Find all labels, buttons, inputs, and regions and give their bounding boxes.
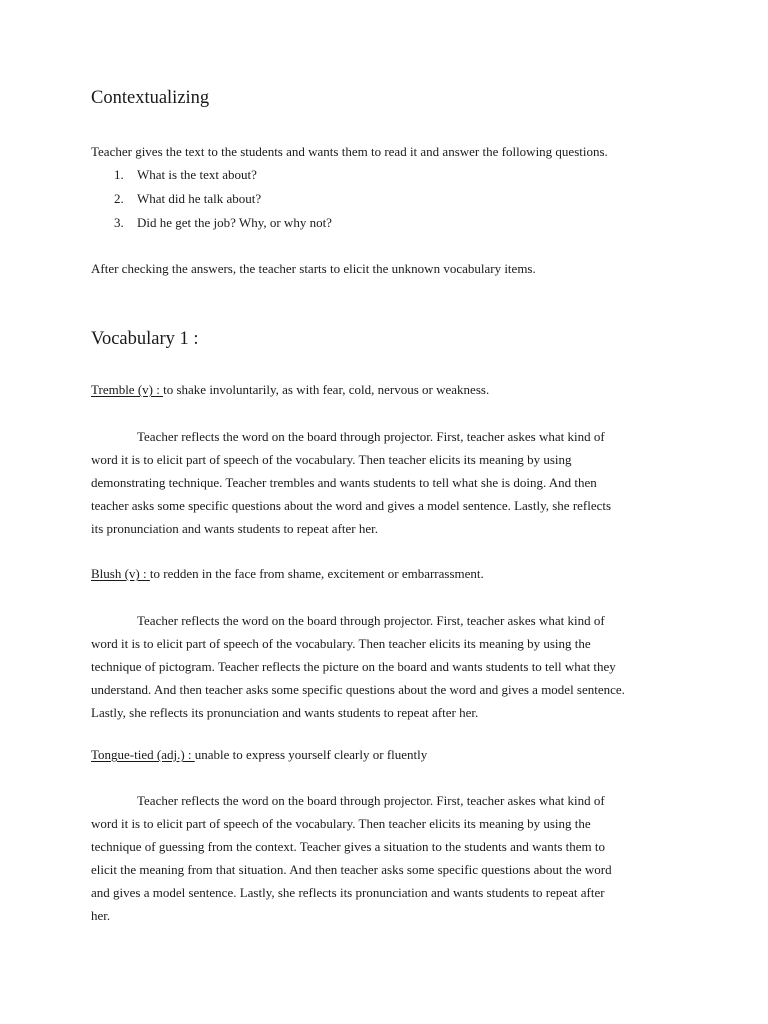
paragraph-line: Teacher reflects the word on the board through projector. First, teacher askes what kind of: [137, 429, 605, 444]
paragraph-line: word it is to elicit part of speech of the vocabulary. Then teacher elicits its meaning by using the: [91, 816, 591, 831]
intro-paragraph: Teacher gives the text to the students and wants them to read it and answer the following questions.: [91, 144, 608, 159]
paragraph-line: Teacher reflects the word on the board through projector. First, teacher askes what kind of: [137, 793, 605, 808]
list-item: [114, 163, 257, 186]
paragraph-line: understand. And then teacher asks some specific questions about the word and gives a model sentence.: [91, 682, 625, 697]
vocab-explanation-blush: [91, 609, 681, 724]
list-text: What did he talk about?: [137, 191, 262, 206]
list-item: [114, 211, 332, 234]
vocab-explanation-tongue-tied: [91, 789, 681, 927]
list-text: What is the text about?: [137, 167, 257, 182]
paragraph-line: its pronunciation and wants students to repeat after her.: [91, 521, 379, 536]
vocab-entry-blush: [91, 562, 484, 585]
paragraph-line: technique of guessing from the context. Teacher gives a situation to the students and wants them to: [91, 839, 606, 854]
paragraph-line: word it is to elicit part of speech of the vocabulary. Then teacher elicits its meaning by using the: [91, 636, 591, 651]
list-text: Did he get the job? Why, or why not?: [137, 215, 332, 230]
paragraph-line: Teacher reflects the word on the board through projector. First, teacher askes what kind of: [137, 613, 605, 628]
vocab-entry-tremble: [91, 378, 489, 401]
paragraph-line: Lastly, she reflects its pronunciation and wants students to repeat after her.: [91, 705, 479, 720]
paragraph-line: teacher asks some specific questions about the word and gives a model sentence. Lastly, she reflects: [91, 498, 612, 513]
paragraph-line: technique of pictogram. Teacher reflects the picture on the board and wants students to tell what they: [91, 659, 616, 674]
paragraph-line: elicit the meaning from that situation. And then teacher asks some specific questions about the word: [91, 862, 612, 877]
vocab-term: Tongue-tied (adj.) :: [91, 747, 195, 762]
paragraph-line: demonstrating technique. Teacher trembles and wants students to tell what she is doing. And then: [91, 475, 597, 490]
vocab-definition: unable to express yourself clearly or fluently: [194, 747, 428, 762]
list-number: 2.: [114, 191, 124, 206]
vocab-explanation-tremble: [91, 425, 681, 540]
paragraph-line: and gives a model sentence. Lastly, she reflects its pronunciation and wants students to repeat after: [91, 885, 605, 900]
vocab-term: Tremble (v) :: [91, 382, 164, 397]
vocabulary-heading: Vocabulary 1 :: [91, 329, 199, 349]
vocab-definition: to shake involuntarily, as with fear, cold, nervous or weakness.: [163, 382, 490, 397]
list-number: 1.: [114, 167, 124, 182]
after-check-paragraph: After checking the answers, the teacher starts to elicit the unknown vocabulary items.: [91, 261, 536, 276]
vocab-definition: to redden in the face from shame, excitement or embarrassment.: [149, 566, 484, 581]
page-title: Contextualizing: [91, 88, 210, 108]
list-item: [114, 187, 261, 210]
vocab-entry-tongue-tied: [91, 743, 427, 766]
paragraph-line: her.: [91, 908, 111, 923]
paragraph-line: word it is to elicit part of speech of the vocabulary. Then teacher elicits its meaning by using: [91, 452, 572, 467]
list-number: 3.: [114, 215, 124, 230]
vocab-term: Blush (v) :: [91, 566, 150, 581]
